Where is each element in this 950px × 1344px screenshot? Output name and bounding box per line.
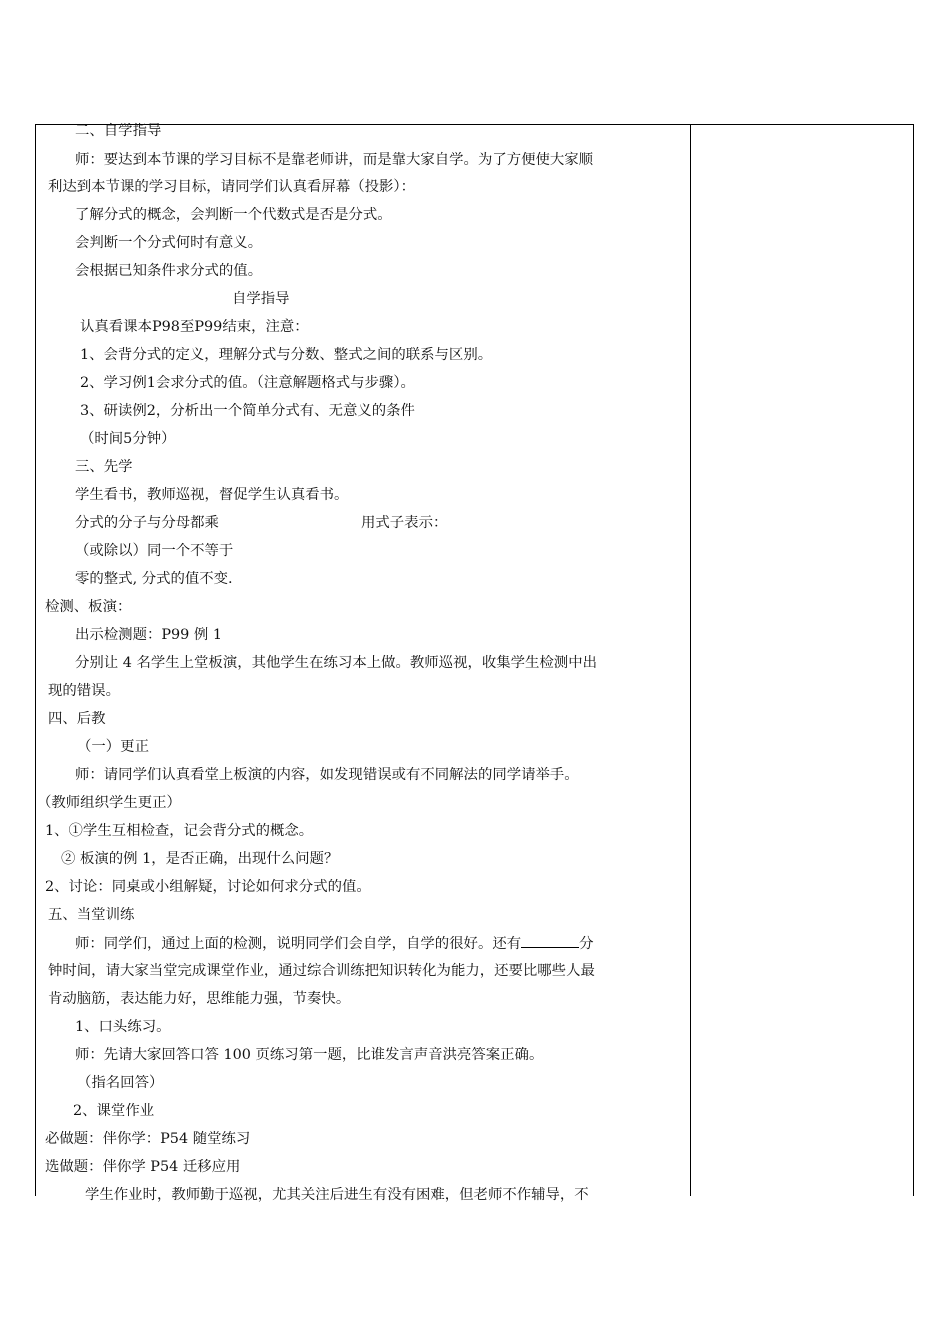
paragraph-text: 师：同学们，通过上面的检测，说明同学们会自学，自学的很好。还有: [75, 936, 522, 952]
subheading: 自学指导: [232, 291, 290, 307]
subheading: （一）更正: [77, 739, 149, 755]
paragraph-text: 分: [579, 936, 594, 952]
paragraph-line: 钟时间，请大家当堂完成课堂作业，通过综合训练把知识转化为能力，还要比哪些人最: [48, 963, 595, 979]
section-heading: 五、当堂训练: [48, 907, 135, 923]
paragraph-line: 出示检测题：P99 例 1: [75, 627, 223, 643]
table-column-divider: [690, 124, 691, 1196]
paragraph-line: （时间5分钟）: [80, 431, 176, 447]
section-heading: 二、自学指导: [75, 123, 162, 139]
list-item: 2、讨论：同桌或小组解疑，讨论如何求分式的值。: [45, 879, 371, 895]
formula-label: 用式子表示：: [361, 515, 448, 531]
goal-item: 了解分式的概念，会判断一个代数式是否是分式。: [75, 207, 392, 223]
paragraph-line: 师：先请大家回答口答 100 页练习第一题，比谁发言声音洪亮答案正确。: [75, 1047, 544, 1063]
property-text: 分式的分子与分母都乘: [75, 515, 219, 531]
paragraph-line: 认真看课本P98至P99结束，注意：: [80, 319, 309, 335]
paragraph-line: [75, 933, 594, 954]
paragraph-line: 学生看书，教师巡视，督促学生认真看书。: [75, 487, 349, 503]
section-heading: 四、后教: [48, 711, 106, 727]
list-item: 3、研读例2，分析出一个简单分式有、无意义的条件: [80, 403, 415, 419]
homework-line: 选做题：伴你学 P54 迁移应用: [45, 1159, 241, 1175]
list-item: 1、会背分式的定义，理解分式与分数、整式之间的联系与区别。: [80, 347, 493, 363]
list-item: 1、口头练习。: [75, 1019, 171, 1035]
paragraph-line: 利达到本节课的学习目标，请同学们认真看屏幕（投影）：: [48, 179, 415, 195]
paragraph-line: （指名回答）: [77, 1075, 164, 1091]
paragraph-line: （教师组织学生更正）: [37, 795, 181, 811]
fill-in-blank: [521, 933, 579, 948]
paragraph-line: 肯动脑筋，表达能力好，思维能力强，节奏快。: [48, 991, 351, 1007]
list-item: 2、学习例1会求分式的值。（注意解题格式与步骤）。: [80, 375, 415, 391]
property-text: （或除以）同一个不等于: [75, 543, 234, 559]
paragraph-line: 学生作业时，教师勤于巡视，尤其关注后进生有没有困难，但老师不作辅导，不: [85, 1187, 589, 1203]
list-item: 2、课堂作业: [73, 1103, 155, 1119]
list-item: ② 板演的例 1，是否正确，出现什么问题？: [61, 851, 339, 867]
paragraph-line: 师：请同学们认真看堂上板演的内容，如发现错误或有不同解法的同学请举手。: [75, 767, 579, 783]
property-text: 零的整式, 分式的值不变.: [75, 571, 233, 587]
paragraph-line: 现的错误。: [48, 683, 120, 699]
homework-line: 必做题：伴你学：P54 随堂练习: [45, 1131, 251, 1147]
goal-item: 会判断一个分式何时有意义。: [75, 235, 263, 251]
list-item: 1、①学生互相检查，记会背分式的概念。: [45, 823, 314, 839]
paragraph-line: 分别让 4 名学生上堂板演，其他学生在练习本上做。教师巡视，收集学生检测中出: [75, 655, 597, 671]
paragraph-line: 师：要达到本节课的学习目标不是靠老师讲，而是靠大家自学。为了方便使大家顺: [75, 152, 594, 168]
section-heading: 三、先学: [75, 459, 133, 475]
section-heading: 检测、板演：: [45, 599, 132, 615]
goal-item: 会根据已知条件求分式的值。: [75, 263, 263, 279]
